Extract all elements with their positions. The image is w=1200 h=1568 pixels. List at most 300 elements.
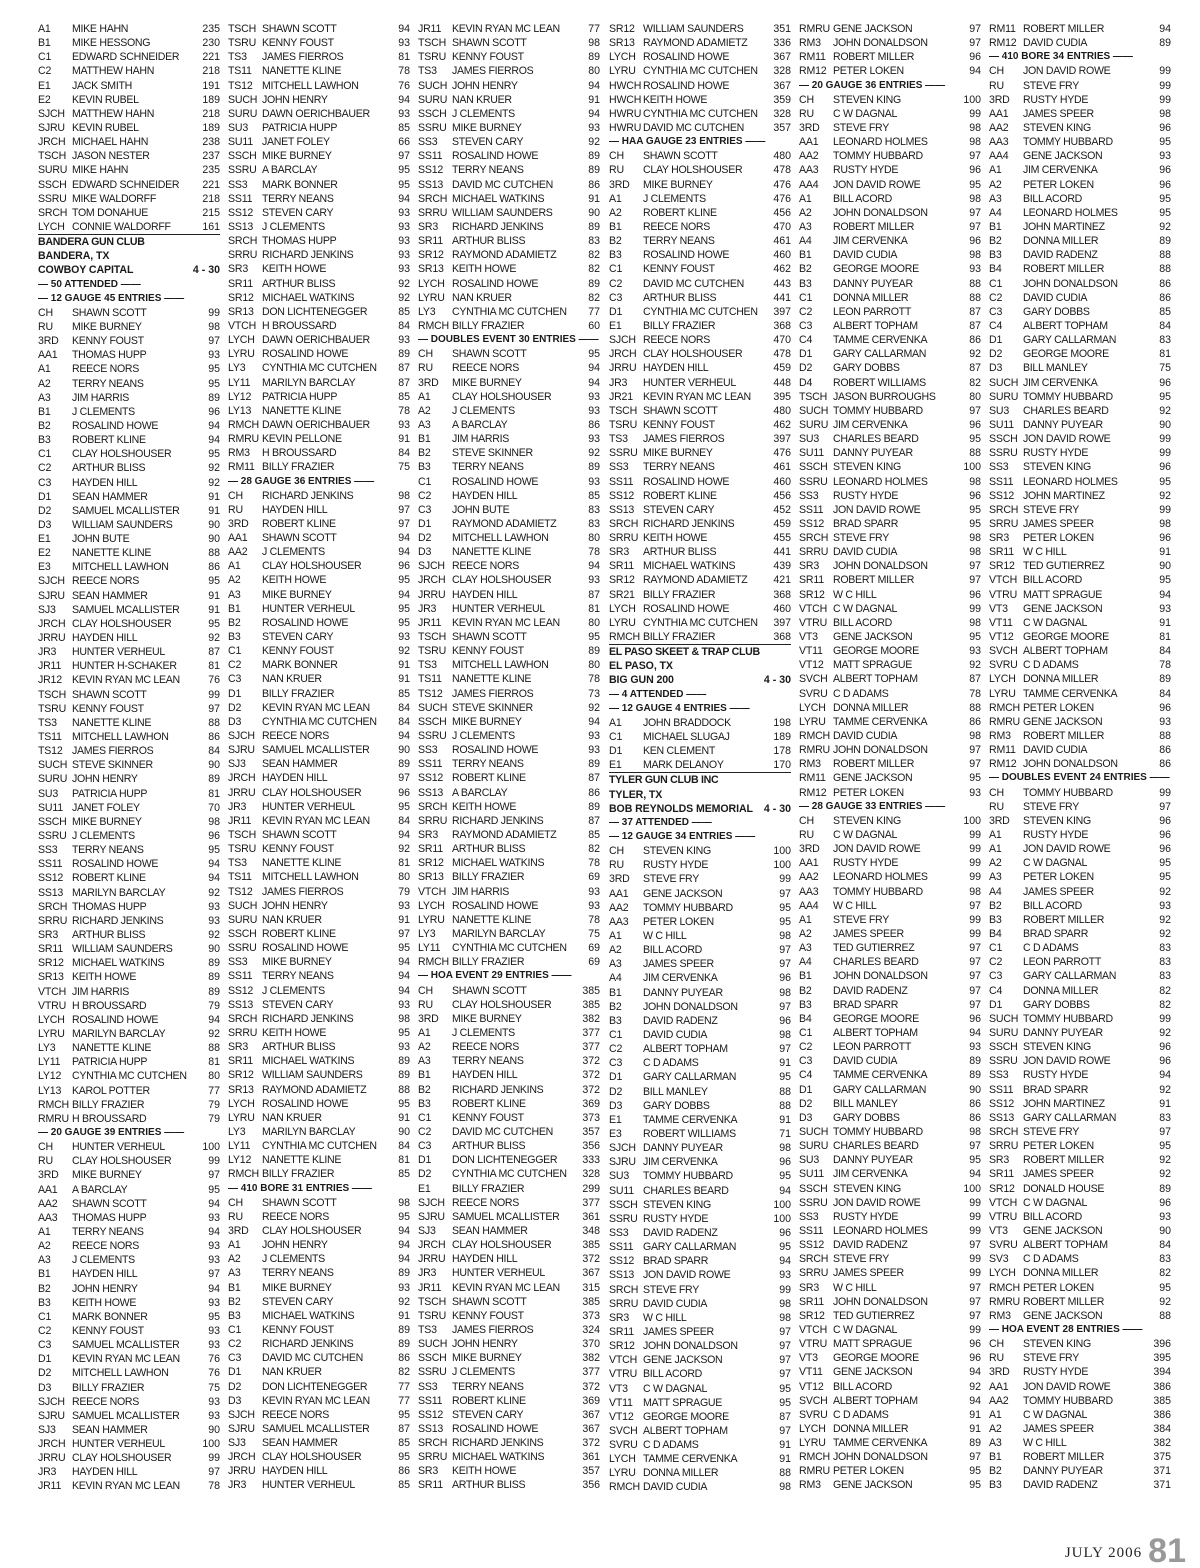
- class-code: SR11: [799, 574, 824, 587]
- class-code: SR3: [609, 1311, 630, 1324]
- class-code: LYRU: [799, 1437, 826, 1450]
- result-row: [418, 1337, 600, 1351]
- shooter-name: JACK SMITH: [72, 79, 132, 92]
- result-row: [799, 1068, 981, 1082]
- class-code: C2: [228, 1338, 242, 1351]
- class-code: VT12: [799, 1380, 824, 1393]
- score: 77: [398, 1380, 410, 1393]
- shooter-name: TERRY NEANS: [72, 844, 144, 857]
- score: 97: [969, 744, 981, 757]
- score: 89: [969, 1055, 981, 1068]
- shooter-name: W C HILL: [833, 1281, 877, 1294]
- score: 95: [208, 448, 220, 461]
- score: 385: [582, 1239, 600, 1252]
- score: 95: [398, 1408, 410, 1421]
- class-code: SU3: [228, 121, 249, 134]
- result-row: [418, 517, 600, 531]
- result-row: [418, 291, 600, 305]
- score: 448: [773, 376, 791, 389]
- score: 99: [1159, 65, 1171, 78]
- shooter-name: ROBERT KLINE: [262, 928, 336, 940]
- shooter-name: SHAWN SCOTT: [452, 1295, 527, 1308]
- result-row: [989, 121, 1171, 135]
- shooter-name: MIKE BURNEY: [452, 1012, 522, 1025]
- result-row: [989, 107, 1171, 121]
- score: 94: [398, 546, 410, 559]
- section-heading-text: — 12 GAUGE 45 ENTRIES ——: [38, 292, 220, 306]
- score: 90: [208, 759, 220, 772]
- score: 99: [1159, 79, 1171, 92]
- score: 97: [969, 1309, 981, 1322]
- score: 84: [398, 1140, 410, 1153]
- issue-date: JULY 2006: [1064, 1545, 1143, 1561]
- score: 98: [969, 1125, 981, 1138]
- score: 96: [1159, 532, 1171, 545]
- class-code: TSCH: [38, 688, 67, 701]
- result-row: [418, 588, 600, 602]
- score: 95: [779, 1396, 791, 1409]
- shooter-name: RICHARD JENKINS: [262, 249, 354, 262]
- score: 86: [588, 786, 600, 799]
- class-code: SU11: [38, 801, 63, 814]
- shooter-name: REECE NORS: [262, 1210, 330, 1223]
- shooter-name: SHAWN SCOTT: [452, 631, 527, 644]
- result-row: [38, 688, 220, 702]
- class-code: SS11: [418, 1394, 443, 1407]
- result-row: [418, 1012, 600, 1026]
- result-row: [989, 135, 1171, 149]
- result-row: [228, 291, 410, 305]
- shooter-name: GENE JACKSON: [833, 1366, 913, 1379]
- result-row: [609, 915, 791, 929]
- shooter-name: STEVE SKINNER: [452, 701, 533, 714]
- class-code: B1: [609, 986, 622, 999]
- result-row: [228, 163, 410, 177]
- class-code: A2: [609, 206, 622, 219]
- score: 94: [398, 1253, 410, 1266]
- result-row: [418, 1054, 600, 1068]
- score: 218: [202, 192, 220, 205]
- shooter-name: JOHN DONALDSON: [833, 1295, 928, 1308]
- score: 476: [773, 447, 791, 460]
- shooter-name: CYNTHIA MC CUTCHEN: [643, 616, 758, 629]
- shooter-name: DAVID CUDIA: [1023, 37, 1088, 50]
- score: 161: [202, 220, 220, 233]
- score: 83: [1159, 956, 1171, 969]
- score: 394: [1153, 1366, 1171, 1379]
- score: 93: [398, 220, 410, 233]
- result-row: [609, 517, 791, 531]
- result-row: [418, 1083, 600, 1097]
- shooter-name: C D ADAMS: [833, 687, 889, 700]
- shooter-name: DAVID MC CUTCHEN: [643, 121, 744, 134]
- result-row: [418, 404, 600, 418]
- score: 93: [588, 574, 600, 587]
- shooter-name: JOHN HENRY: [452, 1338, 518, 1351]
- class-code: TSCH: [38, 150, 67, 163]
- class-code: JR21: [609, 390, 633, 403]
- class-code: VT11: [989, 616, 1013, 629]
- shooter-name: RUSTY HYDE: [833, 164, 899, 177]
- class-code: HWRU: [609, 107, 642, 120]
- section-heading-text: — 37 ATTENDED ——: [609, 816, 791, 830]
- score: 97: [969, 942, 981, 955]
- class-code: SR13: [228, 1083, 254, 1096]
- class-code: A1: [609, 716, 622, 729]
- result-row: [228, 1238, 410, 1252]
- class-code: RM11: [228, 461, 255, 474]
- shooter-name: TAMME CERVENKA: [833, 1437, 928, 1450]
- score: 328: [773, 65, 791, 78]
- shooter-name: CYNTHIA MC CUTCHEN: [643, 65, 758, 78]
- score: 377: [582, 1366, 600, 1379]
- result-row: [609, 1056, 791, 1070]
- class-code: SR3: [609, 546, 630, 559]
- shooter-name: SAMUEL MCALLISTER: [72, 1339, 180, 1352]
- score: 439: [773, 560, 791, 573]
- score: 97: [208, 1466, 220, 1479]
- score: 396: [1153, 1338, 1171, 1351]
- class-code: RM12: [989, 758, 1017, 771]
- class-code: RMRU: [38, 1112, 69, 1125]
- score: 80: [588, 65, 600, 78]
- section-heading: [609, 816, 791, 830]
- result-row: [989, 856, 1171, 870]
- class-code: RMCH: [609, 1481, 640, 1494]
- class-code: C1: [609, 263, 623, 276]
- shooter-name: LEON PARROTT: [833, 1041, 912, 1054]
- score: 328: [582, 1168, 600, 1181]
- shooter-name: MARILYN BARCLAY: [262, 376, 356, 389]
- class-code: SUCH: [228, 899, 258, 912]
- shooter-name: DAVID RADENZ: [833, 984, 908, 997]
- result-row: [989, 1210, 1171, 1224]
- result-row: [38, 1409, 220, 1423]
- class-code: SJ3: [228, 1437, 246, 1450]
- class-code: RMCH: [228, 418, 259, 431]
- score: 92: [1159, 404, 1171, 417]
- score: 91: [398, 433, 410, 446]
- shooter-name: ARTHUR BLISS: [72, 929, 146, 941]
- result-row: [228, 1083, 410, 1097]
- result-row: [228, 446, 410, 460]
- score: 372: [582, 1253, 600, 1266]
- result-row: [228, 573, 410, 587]
- club-info-text: BIG GUN 200: [609, 674, 674, 687]
- score: 91: [588, 192, 600, 205]
- result-row: [418, 630, 600, 644]
- shooter-name: GENE JACKSON: [1023, 1224, 1103, 1237]
- shooter-name: REECE NORS: [452, 560, 520, 573]
- shooter-name: MITCHELL LAWHON: [72, 561, 169, 574]
- result-row: [989, 79, 1171, 93]
- shooter-name: NANETTE KLINE: [72, 1042, 152, 1055]
- shooter-name: TAMME CERVENKA: [643, 1453, 738, 1466]
- class-code: D2: [609, 1085, 623, 1098]
- result-row: [418, 1252, 600, 1266]
- score: 178: [773, 745, 791, 758]
- shooter-name: BILL ACORD: [833, 616, 893, 629]
- result-row: [989, 220, 1171, 234]
- score: 79: [208, 1098, 220, 1111]
- score: 97: [208, 702, 220, 715]
- score: 375: [1153, 1451, 1171, 1464]
- shooter-name: STEVEN CARY: [452, 136, 524, 149]
- class-code: JRCH: [609, 348, 637, 361]
- result-row: [799, 757, 981, 771]
- class-code: SS11: [799, 503, 824, 516]
- class-code: SR3: [418, 1465, 439, 1478]
- result-row: [989, 1026, 1171, 1040]
- class-code: E1: [609, 759, 622, 772]
- page-number: 81: [1148, 1532, 1186, 1568]
- shooter-name: C D ADAMS: [643, 1057, 699, 1070]
- score: 189: [202, 93, 220, 106]
- class-code: SRCH: [38, 900, 68, 913]
- score: 76: [398, 79, 410, 92]
- shooter-name: CLAY HOLSHOUSER: [72, 617, 172, 630]
- shooter-name: BRAD SPARR: [833, 998, 899, 1011]
- score: 93: [1159, 715, 1171, 728]
- result-row: [799, 1394, 981, 1408]
- score: 455: [773, 532, 791, 545]
- shooter-name: DAVID MC CUTCHEN: [452, 1125, 553, 1138]
- result-row: [38, 178, 220, 192]
- score: 95: [779, 1071, 791, 1084]
- shooter-name: KEITH HOWE: [643, 532, 708, 545]
- class-code: SVCH: [989, 645, 1018, 658]
- shooter-name: MARK BONNER: [262, 659, 338, 672]
- result-row: [228, 1380, 410, 1394]
- result-row: [228, 460, 410, 474]
- class-code: A2: [228, 1253, 241, 1266]
- result-row: [989, 1408, 1171, 1422]
- shooter-name: DAWN OERICHBAUER: [262, 334, 370, 347]
- result-row: [228, 715, 410, 729]
- shooter-name: MIKE BURNEY: [72, 1169, 142, 1182]
- class-code: 3RD: [418, 1012, 439, 1025]
- class-code: SJCH: [418, 560, 445, 573]
- shooter-name: TAMME CERVENKA: [1023, 687, 1118, 700]
- class-code: TS11: [228, 65, 252, 78]
- result-row: [989, 1238, 1171, 1252]
- score: 73: [588, 687, 600, 700]
- result-row: [418, 814, 600, 828]
- score: 88: [969, 701, 981, 714]
- class-code: C2: [609, 277, 623, 290]
- shooter-name: BILL ACORD: [1023, 192, 1083, 205]
- result-row: [799, 814, 981, 828]
- class-code: SSRU: [38, 192, 67, 205]
- class-code: AA4: [989, 150, 1009, 163]
- score: 98: [779, 986, 791, 999]
- score: 91: [588, 93, 600, 106]
- score: 373: [582, 1309, 600, 1322]
- shooter-name: J CLEMENTS: [452, 107, 515, 120]
- class-code: D1: [38, 490, 52, 503]
- class-code: VTCH: [609, 1354, 638, 1367]
- score: 93: [208, 900, 220, 913]
- shooter-name: KEITH HOWE: [262, 263, 327, 276]
- shooter-name: DAVID CUDIA: [643, 1297, 708, 1310]
- class-code: JR3: [418, 602, 437, 615]
- shooter-name: NANETTE KLINE: [452, 673, 532, 686]
- shooter-name: MICHAEL WATKINS: [452, 192, 545, 205]
- class-code: JR11: [38, 660, 62, 673]
- shooter-name: RUSTY HYDE: [1023, 1069, 1089, 1082]
- result-row: [609, 901, 791, 915]
- class-code: D1: [418, 1154, 432, 1167]
- result-row: [228, 390, 410, 404]
- shooter-name: GENE JACKSON: [1023, 1309, 1103, 1322]
- class-code: SS13: [228, 998, 254, 1011]
- score: 93: [398, 899, 410, 912]
- shooter-name: BILLY FRAZIER: [452, 871, 525, 884]
- score: 384: [1153, 1422, 1171, 1435]
- class-code: A3: [38, 1254, 51, 1267]
- result-row: [989, 602, 1171, 616]
- shooter-name: NAN KRUER: [262, 913, 322, 926]
- shooter-name: ROBERT MILLER: [833, 220, 915, 233]
- shooter-name: MARILYN BARCLAY: [72, 886, 166, 899]
- class-code: SS3: [418, 1380, 438, 1393]
- result-row: [38, 1479, 220, 1493]
- score: 86: [969, 715, 981, 728]
- result-row: [799, 870, 981, 884]
- shooter-name: REECE NORS: [262, 730, 330, 743]
- score: 96: [779, 1156, 791, 1169]
- class-code: SSRU: [989, 447, 1018, 460]
- result-row: [228, 361, 410, 375]
- shooter-name: CHARLES BEARD: [833, 1140, 919, 1153]
- result-row: [38, 1381, 220, 1395]
- score: 96: [1159, 461, 1171, 474]
- club-info-text: BOB REYNOLDS MEMORIAL: [609, 802, 753, 815]
- score: 397: [773, 305, 791, 318]
- class-code: RU: [989, 79, 1004, 92]
- class-code: A3: [609, 958, 622, 971]
- shooter-name: ROBERT MILLER: [1023, 913, 1105, 926]
- result-row: [228, 1365, 410, 1379]
- shooter-name: MIKE BURNEY: [262, 956, 332, 969]
- class-code: C2: [418, 489, 432, 502]
- shooter-name: KENNY FOUST: [72, 335, 144, 348]
- shooter-name: GARY DOBBS: [643, 1099, 710, 1112]
- class-code: CH: [609, 845, 624, 858]
- result-row: [609, 79, 791, 93]
- section-heading-text: — HOA EVENT 28 ENTRIES ——: [989, 1323, 1171, 1337]
- class-code: A1: [989, 829, 1002, 842]
- score: 92: [1159, 1295, 1171, 1308]
- score: 95: [969, 503, 981, 516]
- score: 91: [208, 490, 220, 503]
- class-code: D2: [799, 362, 813, 375]
- score: 95: [398, 602, 410, 615]
- shooter-name: TOMMY HUBBARD: [833, 885, 923, 898]
- shooter-name: CYNTHIA MC CUTCHEN: [262, 715, 377, 728]
- result-row: [38, 829, 220, 843]
- result-row: [418, 1309, 600, 1323]
- score: 89: [398, 1069, 410, 1082]
- shooter-name: RUSTY HYDE: [1023, 447, 1089, 460]
- shooter-name: ROBERT KLINE: [452, 1394, 526, 1407]
- class-code: 3RD: [989, 1366, 1010, 1379]
- score: 99: [1159, 786, 1171, 799]
- shooter-name: STEVE FRY: [833, 121, 889, 134]
- class-code: AA4: [799, 178, 819, 191]
- class-code: SR3: [989, 1154, 1010, 1167]
- shooter-name: MIKE BURNEY: [262, 150, 332, 163]
- class-code: CH: [989, 65, 1004, 78]
- score: 89: [588, 800, 600, 813]
- shooter-name: MITCHELL LAWHON: [72, 731, 169, 744]
- result-row: [228, 107, 410, 121]
- result-row: [799, 969, 981, 983]
- shooter-name: NAN KRUER: [262, 673, 322, 686]
- shooter-name: J CLEMENTS: [643, 192, 706, 205]
- result-row: [228, 771, 410, 785]
- shooter-name: TERRY NEANS: [262, 970, 334, 983]
- result-row: [799, 36, 981, 50]
- result-row: [799, 1295, 981, 1309]
- result-row: [418, 1450, 600, 1464]
- class-code: LYCH: [989, 673, 1016, 686]
- result-row: [228, 1026, 410, 1040]
- result-row: [228, 489, 410, 503]
- result-row: [799, 1478, 981, 1492]
- club-name: [609, 644, 791, 659]
- result-row: [799, 1436, 981, 1450]
- shooter-name: C W DAGNAL: [1023, 1196, 1088, 1209]
- score: 97: [969, 560, 981, 573]
- shooter-name: SHAWN SCOTT: [643, 150, 718, 163]
- shooter-name: PETER LOKEN: [1023, 1140, 1094, 1153]
- result-row: [38, 645, 220, 659]
- class-code: C2: [38, 462, 52, 475]
- score: 79: [208, 1112, 220, 1125]
- score: 86: [208, 731, 220, 744]
- shooter-name: CYNTHIA MC CUTCHEN: [452, 1168, 567, 1181]
- shooter-name: SEAN HAMMER: [262, 1437, 338, 1450]
- result-row: [609, 446, 791, 460]
- result-row: [418, 1125, 600, 1139]
- section-heading-text: — 50 ATTENDED ——: [38, 278, 220, 292]
- class-code: C3: [799, 319, 813, 332]
- shooter-name: ROSALIND HOWE: [643, 79, 730, 92]
- score: 367: [582, 1267, 600, 1280]
- shooter-name: EDWARD SCHNEIDER: [72, 178, 180, 191]
- result-row: [38, 815, 220, 829]
- result-row: [228, 432, 410, 446]
- result-row: [418, 376, 600, 390]
- score: 94: [398, 588, 410, 601]
- score: 99: [779, 873, 791, 886]
- result-row: [38, 362, 220, 376]
- shooter-name: TERRY NEANS: [72, 377, 144, 390]
- result-row: [799, 531, 981, 545]
- score: 87: [969, 319, 981, 332]
- shooter-name: STEVE FRY: [1023, 800, 1079, 813]
- class-code: C1: [799, 291, 813, 304]
- class-code: TSRU: [38, 702, 67, 715]
- shooter-name: MIKE HAHN: [72, 164, 129, 177]
- shooter-name: HAYDEN HILL: [72, 1268, 138, 1281]
- score: 333: [582, 1154, 600, 1167]
- score: 91: [398, 913, 410, 926]
- shooter-name: TOMMY HUBBARD: [833, 1125, 923, 1138]
- class-code: SS13: [38, 886, 64, 899]
- class-code: 3RD: [609, 178, 630, 191]
